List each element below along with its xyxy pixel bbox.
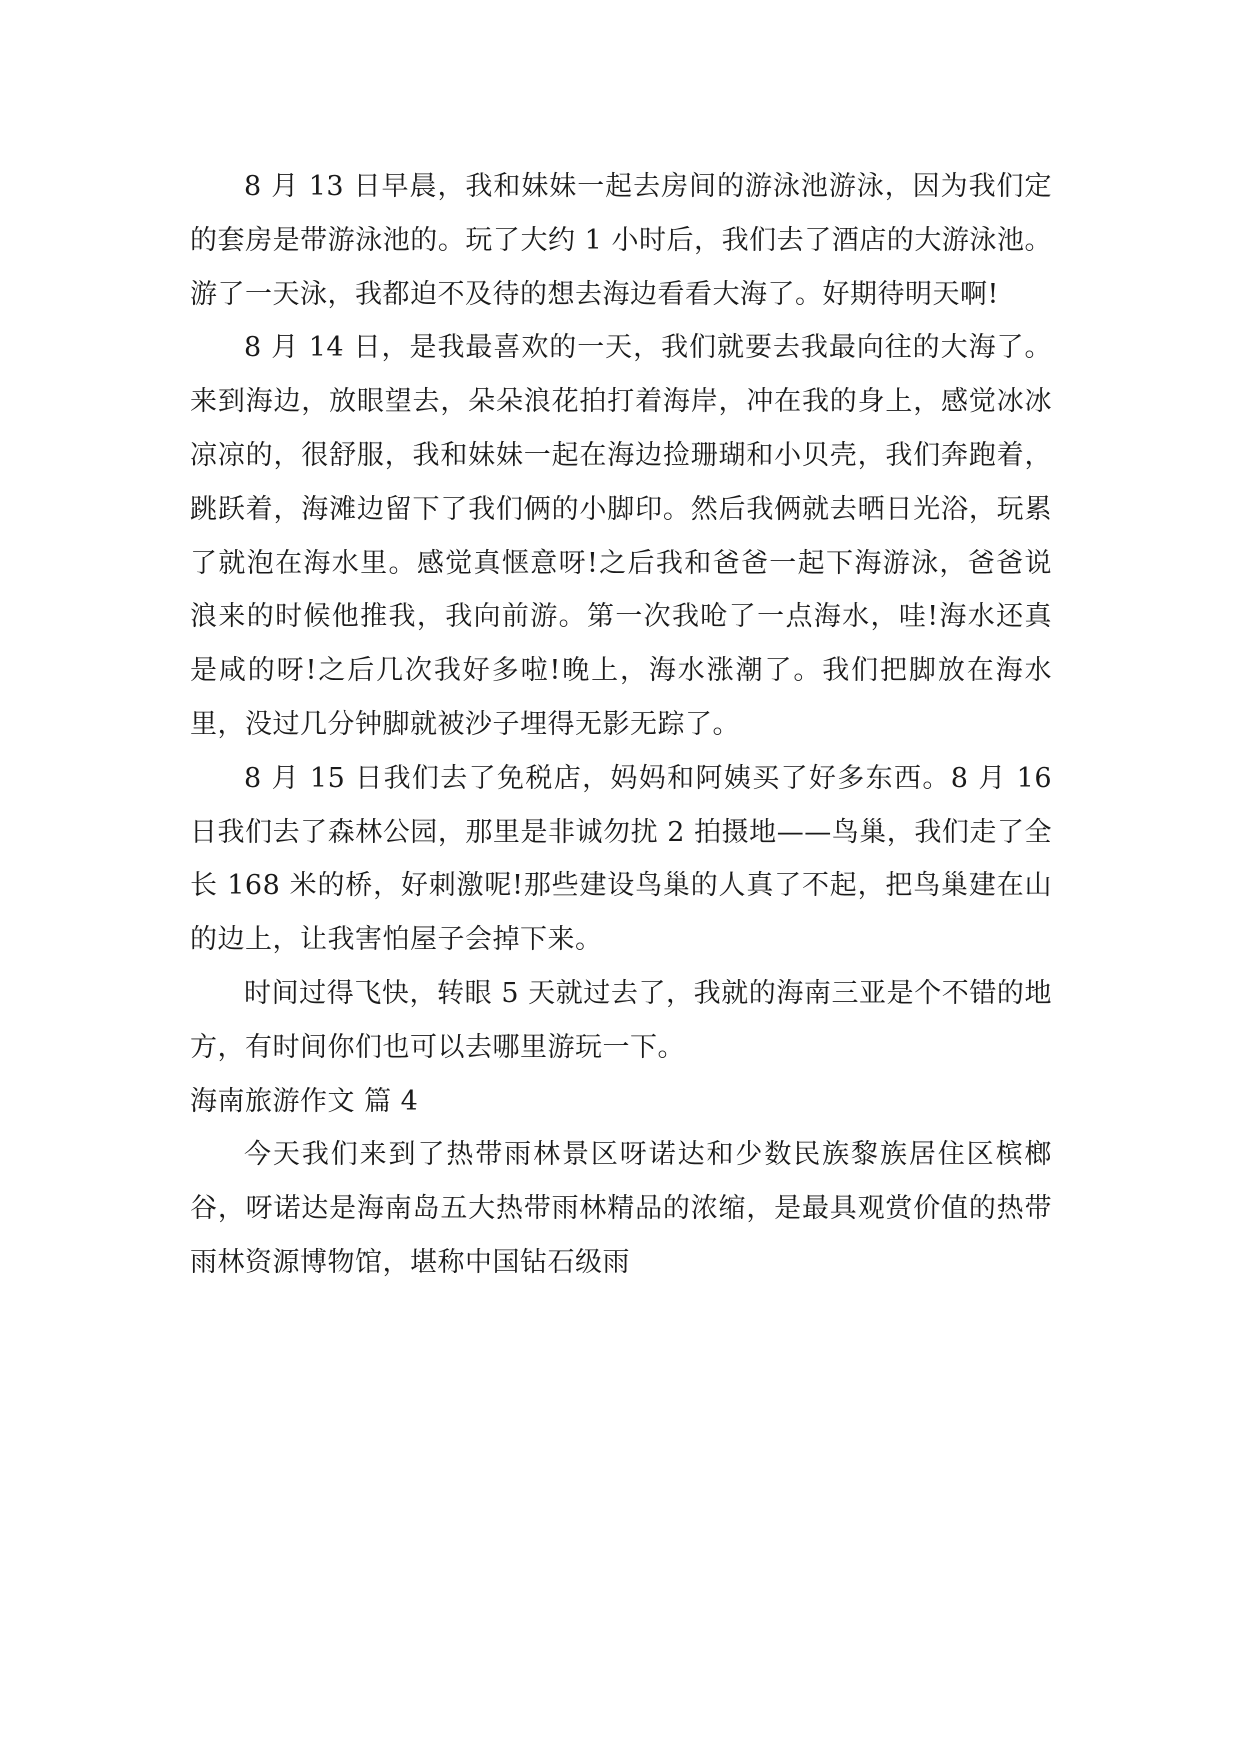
paragraph-conclusion: 时间过得飞快，转眼 5 天就过去了，我就的海南三亚是个不错的地方，有时间你们也可以去哪里游玩一下。 bbox=[190, 977, 1052, 1063]
paragraph-rainforest: 今天我们来到了热带雨林景区呀诺达和少数民族黎族居住区槟榔谷，呀诺达是海南岛五大热带雨林精品的浓缩，是最具观赏价值的热带雨林资源博物馆，堪称中国钻石级雨 bbox=[190, 1139, 1052, 1278]
paragraph-aug-13: 8 月 13 日早晨，我和妹妹一起去房间的游泳池游泳，因为我们定的套房是带游泳池的。玩了大约 1 小时后，我们去了酒店的大游泳池。游了一天泳，我都迫不及待的想去海边看看大海了。好期待明天啊! bbox=[190, 171, 1052, 310]
paragraph-aug-15-16: 8 月 15 日我们去了免税店，妈妈和阿姨买了好多东西。8 月 16 日我们去了森林公园，那里是非诚勿扰 2 拍摄地——鸟巢，我们走了全长 168 米的桥，好刺激呢!那些建设鸟巢的人真了不起，把鸟巢建在山的边上，让我害怕屋子会掉下来。 bbox=[190, 762, 1052, 956]
paragraph-aug-14: 8 月 14 日，是我最喜欢的一天，我们就要去我最向往的大海了。来到海边，放眼望去，朵朵浪花拍打着海岸，冲在我的身上，感觉冰冰凉凉的，很舒服，我和妹妹一起在海边捡珊瑚和小贝壳，我们奔跑着，跳跃着，海滩边留下了我们俩的小脚印。然后我俩就去晒日光浴，玩累了就泡在海水里。感觉真惬意呀!之后我和爸爸一起下海游泳，爸爸说浪来的时候他推我，我向前游。第一次我呛了一点海水，哇!海水还真是咸的呀!之后几次我好多啦!晚上，海水涨潮了。我们把脚放在海水里，没过几分钟脚就被沙子埋得无影无踪了。 bbox=[190, 332, 1052, 740]
document-body bbox=[190, 160, 1052, 1290]
section-heading: 海南旅游作文 篇 4 bbox=[190, 1085, 419, 1117]
